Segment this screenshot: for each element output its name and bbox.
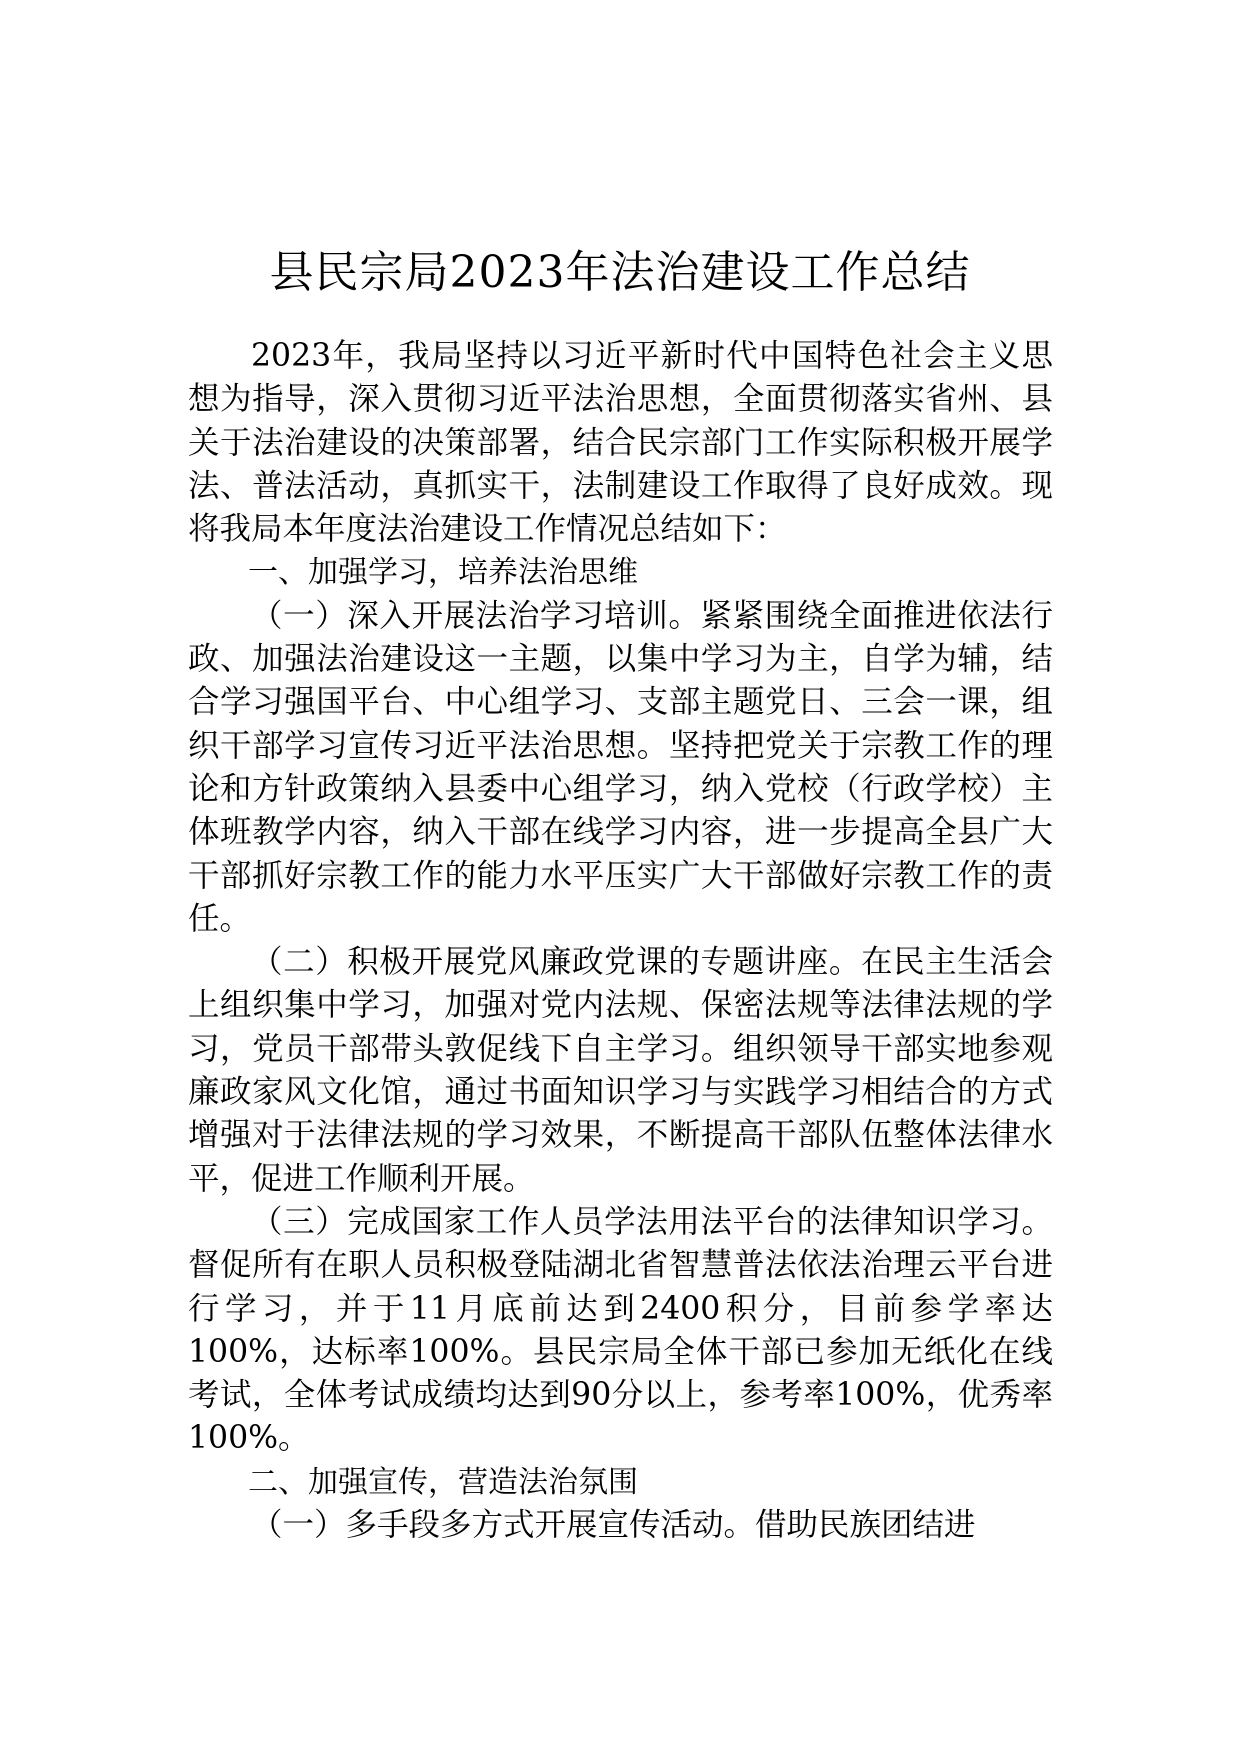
paragraph-2-1: （一）多手段多方式开展宣传活动。借助民族团结进 xyxy=(251,1507,976,1544)
paragraph-1-1: （一）深入开展法治学习培训。紧紧围绕全面推进依法行政、加强法治建设这一主题，以集中学习为主，自学为辅，结合学习强国平台、中心组学习、支部主题党日、三会一课，组织干部学习宣传习近平法治思想。坚持把党关于宗教工作的理论和方针政策纳入县委中心组学习，纳入党校（行政学校）主体班教学内容，纳入干部在线学习内容，进一步提高全县广大干部抓好宗教工作的能力水平压实广大干部做好宗教工作的责任。 xyxy=(188,597,1053,937)
document-title: 县民宗局2023年法治建设工作总结 xyxy=(269,247,971,299)
document-body xyxy=(188,335,1053,1547)
section-heading-2: 二、加强宣传，营造法治氛围 xyxy=(248,1464,638,1500)
paragraph-1-3: （三）完成国家工作人员学法用法平台的法律知识学习。督促所有在职人员积极登陆湖北省智慧普法依法治理云平台进行学习，并于11月底前达到2400积分，目前参学率达100%，达标率100%。县民宗局全体干部已参加无纸化在线考试，全体考试成绩均达到90分以上，参考率100%，优秀率100%。 xyxy=(188,1203,1053,1457)
paragraph-1-2: （二）积极开展党风廉政党课的专题讲座。在民主生活会上组织集中学习，加强对党内法规、保密法规等法律法规的学习，党员干部带头敦促线下自主学习。组织领导干部实地参观廉政家风文化馆，通过书面知识学习与实践学习相结合的方式增强对于法律法规的学习效果，不断提高干部队伍整体法律水平，促进工作顺利开展。 xyxy=(188,944,1053,1197)
section-heading-1: 一、加强学习，培养法治思维 xyxy=(248,555,638,591)
intro-paragraph: 2023年，我局坚持以习近平新时代中国特色社会主义思想为指导，深入贯彻习近平法治思想，全面贯彻落实省州、县关于法治建设的决策部署，结合民宗部门工作实际积极开展学法、普法活动，真抓实干，法制建设工作取得了良好成效。现将我局本年度法治建设工作情况总结如下： xyxy=(188,338,1053,548)
